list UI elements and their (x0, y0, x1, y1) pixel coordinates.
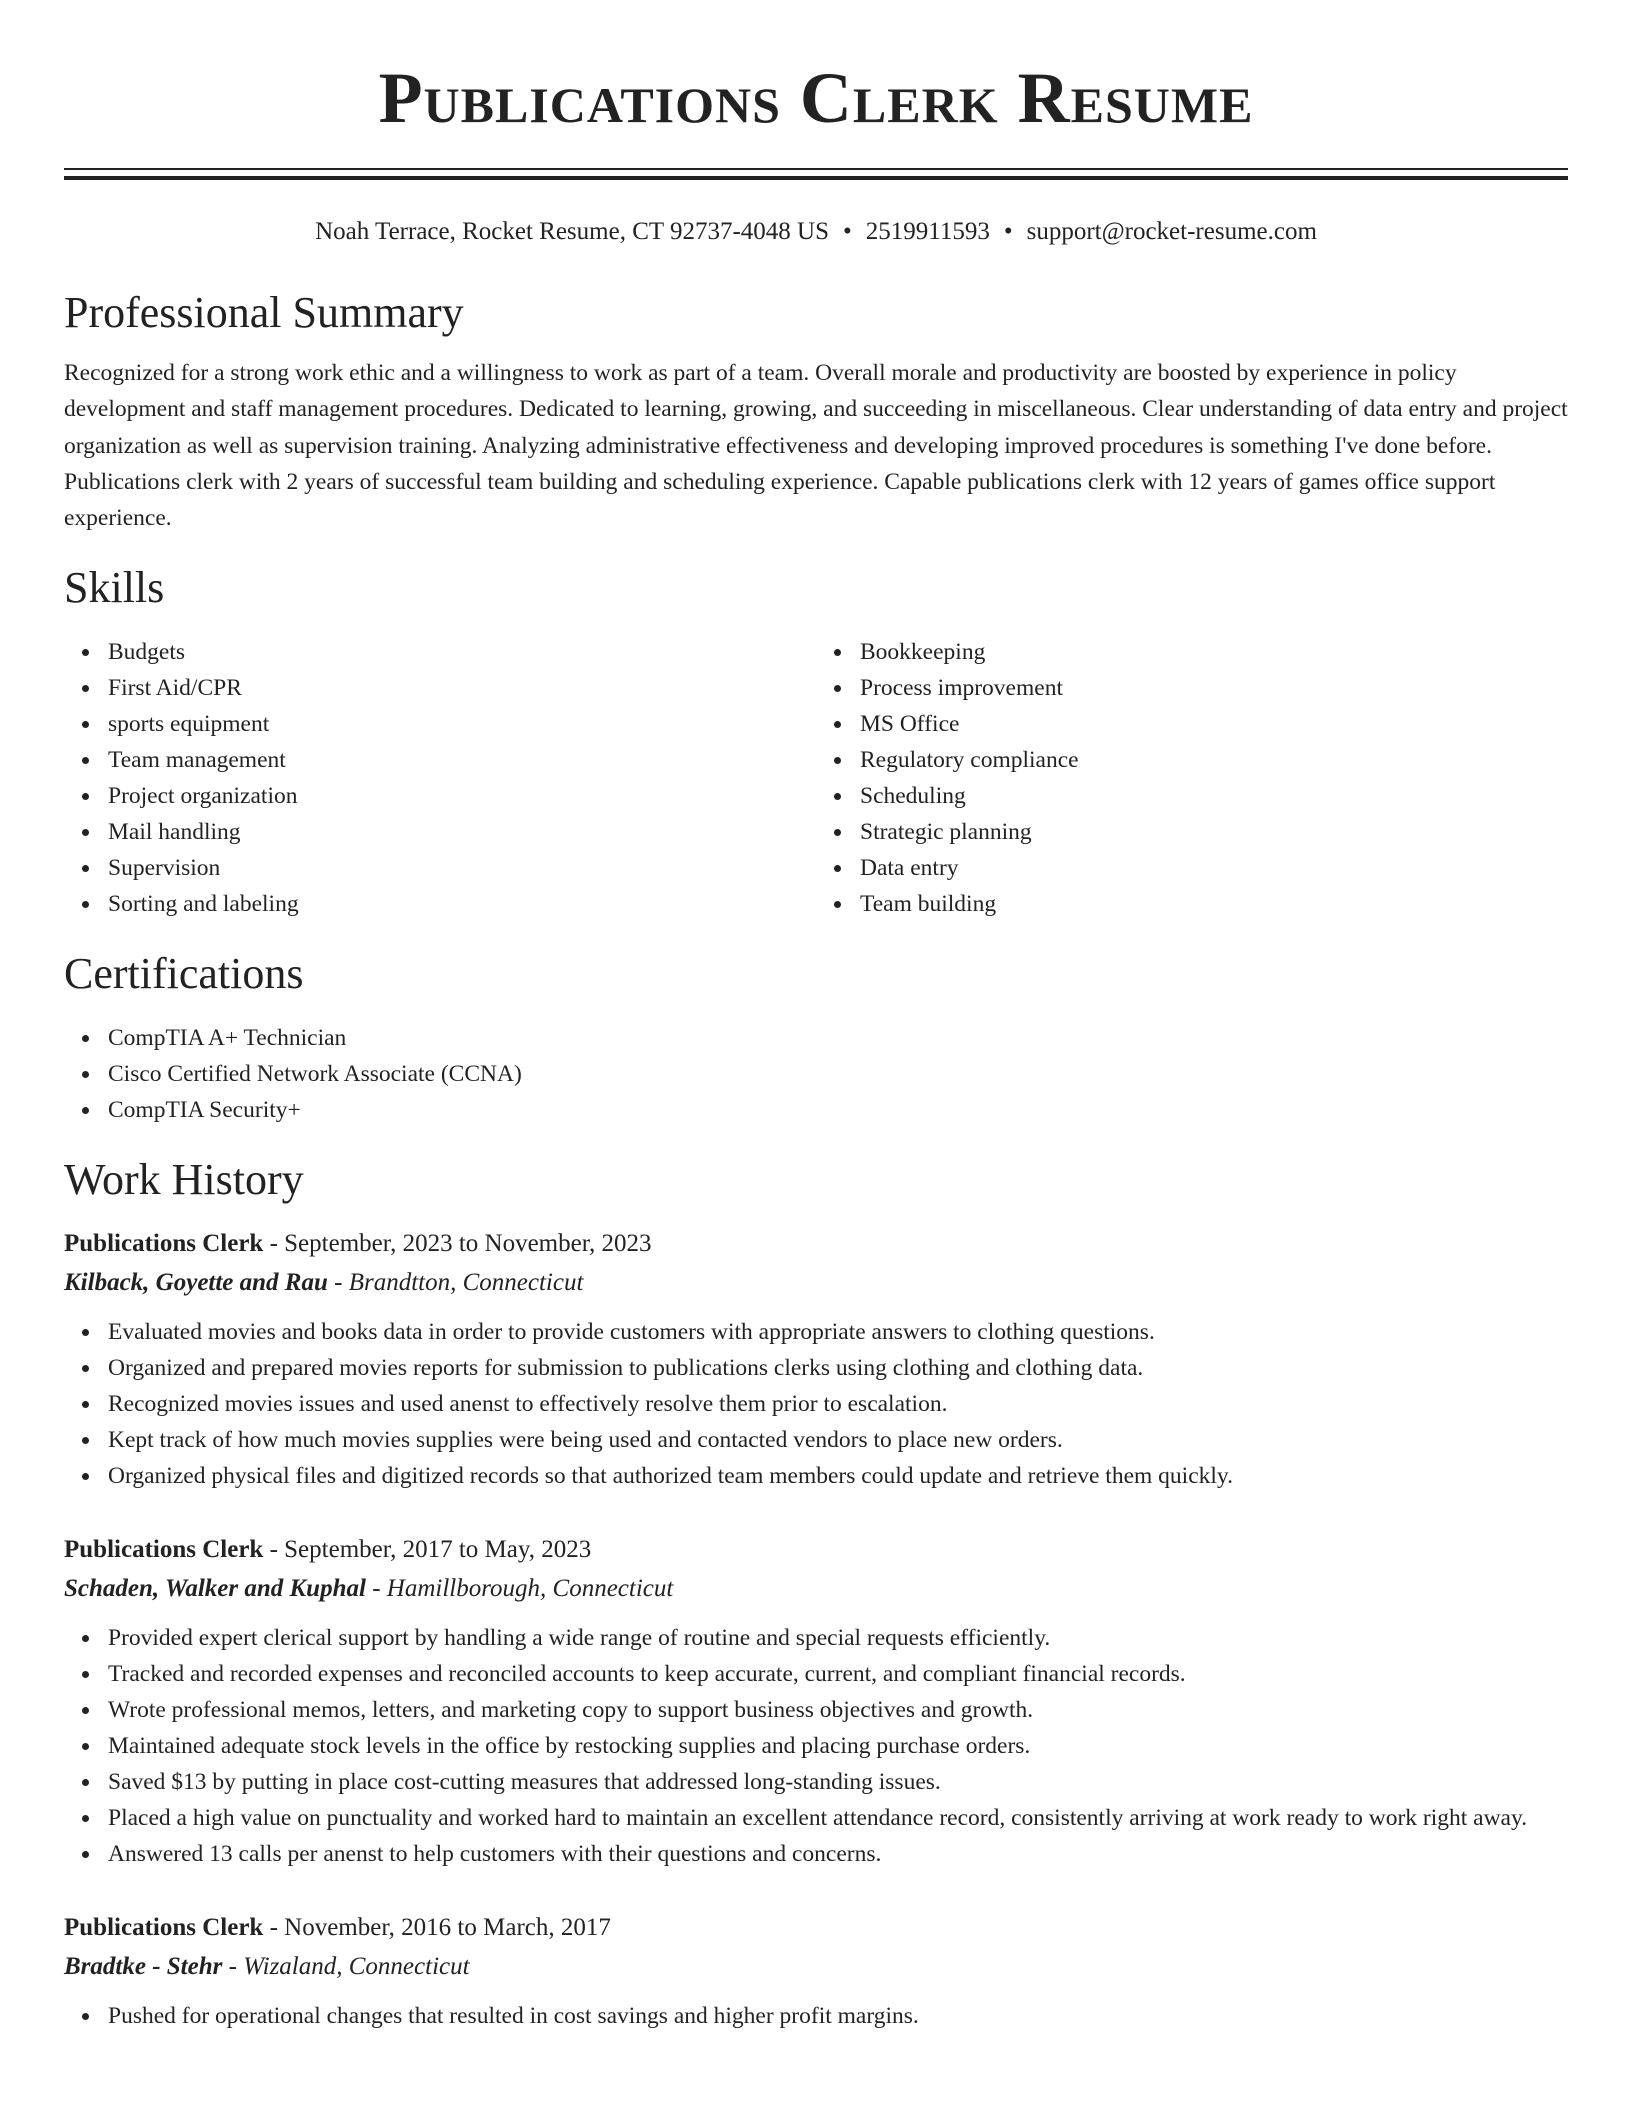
job-entry (64, 1908, 1568, 2034)
certification-item: CompTIA Security+ (108, 1092, 1568, 1128)
certification-item: CompTIA A+ Technician (108, 1020, 1568, 1056)
contact-separator: • (843, 218, 852, 245)
title-divider-bottom (64, 176, 1568, 180)
job-dates: November, 2016 to March, 2017 (284, 1914, 611, 1942)
job-title: Publications Clerk (64, 1914, 264, 1942)
job-bullet-list (64, 1620, 1568, 1872)
job-bullet: Recognized movies issues and used anenst to effectively resolve them prior to escalation. (108, 1386, 1568, 1422)
job-bullet: Kept track of how much movies supplies were being used and contacted vendors to place new orders. (108, 1422, 1568, 1458)
skill-item: Sorting and labeling (108, 886, 816, 922)
job-bullet: Pushed for operational changes that resulted in cost savings and higher profit margins. (108, 1998, 1568, 2034)
job-bullet: Organized physical files and digitized records so that authorized team members could update and retrieve them quickly. (108, 1458, 1568, 1494)
job-bullet: Organized and prepared movies reports for submission to publications clerks using clothing and clothing data. (108, 1350, 1568, 1386)
title-divider-top (64, 168, 1568, 170)
job-company-line: Bradtke - Stehr - Wizaland, Connecticut (64, 1953, 470, 1981)
job-title-line: Publications Clerk - September, 2017 to May, 2023 (64, 1536, 592, 1564)
job-dates: September, 2023 to November, 2023 (284, 1230, 652, 1258)
summary-text: Recognized for a strong work ethic and a willingness to work as part of a team. Overall morale and productivity are boosted by experience in policy development and staff management procedures. Dedicated to learning, growing, and succeeding in miscellaneous. Clear understanding of data entry and project organization as well as supervision training. Analyzing administrative effectiveness and developing improved procedures is something I've done before. Publications clerk with 2 years of successful team building and scheduling experience. Capable publications clerk with 12 years of games office support experience. (64, 360, 1568, 532)
skill-item: Mail handling (108, 814, 816, 850)
job-location: Brandtton, Connecticut (348, 1269, 584, 1297)
skill-item: First Aid/CPR (108, 670, 816, 706)
skill-item: Scheduling (860, 778, 1568, 814)
job-bullet: Answered 13 calls per anenst to help customers with their questions and concerns. (108, 1836, 1568, 1872)
job-company-line: Schaden, Walker and Kuphal - Hamillborough, Connecticut (64, 1575, 674, 1603)
job-bullet: Evaluated movies and books data in order to provide customers with appropriate answers to clothing questions. (108, 1314, 1568, 1350)
job-bullet: Saved $13 by putting in place cost-cutting measures that addressed long-standing issues. (108, 1764, 1568, 1800)
job-title: Publications Clerk (64, 1536, 264, 1564)
skill-item: sports equipment (108, 706, 816, 742)
job-company: Schaden, Walker and Kuphal (64, 1575, 366, 1603)
job-bullet: Wrote professional memos, letters, and marketing copy to support business objectives and growth. (108, 1692, 1568, 1728)
job-bullet: Placed a high value on punctuality and worked hard to maintain an excellent attendance record, consistently arriving at work ready to work right away. (108, 1800, 1568, 1836)
job-company: Kilback, Goyette and Rau (64, 1269, 328, 1297)
contact-email: support@rocket-resume.com (1026, 218, 1317, 245)
job-location: Wizaland, Connecticut (243, 1953, 470, 1981)
contact-line (64, 217, 1568, 247)
resume-title: Publications Clerk Resume (378, 58, 1254, 138)
job-title-line: Publications Clerk - November, 2016 to March, 2017 (64, 1914, 611, 1942)
skill-item: Budgets (108, 634, 816, 670)
skills-heading: Skills (64, 563, 165, 613)
certification-item: Cisco Certified Network Associate (CCNA) (108, 1056, 1568, 1092)
contact-separator: • (1003, 218, 1013, 245)
skill-item: Team management (108, 742, 816, 778)
job-bullet-list (64, 1314, 1568, 1494)
skill-item: Strategic planning (860, 814, 1568, 850)
job-title-line: Publications Clerk - September, 2023 to November, 2023 (64, 1230, 652, 1258)
summary-heading: Professional Summary (64, 288, 464, 337)
certifications-heading: Certifications (64, 949, 304, 999)
job-bullet: Tracked and recorded expenses and reconciled accounts to keep accurate, current, and compliant financial records. (108, 1656, 1568, 1692)
work-history-heading: Work History (64, 1155, 304, 1205)
skill-item: Data entry (860, 850, 1568, 886)
job-entry (64, 1530, 1568, 1872)
job-bullet-list (64, 1998, 1568, 2034)
skill-item: Project organization (108, 778, 816, 814)
job-company-line: Kilback, Goyette and Rau - Brandtton, Connecticut (64, 1269, 584, 1297)
certifications-list (64, 1020, 1568, 1128)
skill-item: Regulatory compliance (860, 742, 1568, 778)
job-entry (64, 1224, 1568, 1494)
skills-column-left (64, 634, 816, 922)
job-company: Bradtke - Stehr (64, 1953, 223, 1981)
skills-column-right (816, 634, 1568, 922)
resume-page (64, 0, 1568, 2034)
job-bullet: Maintained adequate stock levels in the office by restocking supplies and placing purchase orders. (108, 1728, 1568, 1764)
skill-item: MS Office (860, 706, 1568, 742)
skill-item: Supervision (108, 850, 816, 886)
job-bullet: Provided expert clerical support by handling a wide range of routine and special requests efficiently. (108, 1620, 1568, 1656)
contact-phone: 2519911593 (865, 218, 990, 245)
job-location: Hamillborough, Connecticut (386, 1575, 674, 1603)
skill-item: Process improvement (860, 670, 1568, 706)
job-title: Publications Clerk (64, 1230, 264, 1258)
skill-item: Team building (860, 886, 1568, 922)
skill-item: Bookkeeping (860, 634, 1568, 670)
skills-grid (64, 634, 1568, 922)
contact-address: Noah Terrace, Rocket Resume, CT 92737-4048 US (315, 218, 829, 245)
job-dates: September, 2017 to May, 2023 (284, 1536, 592, 1564)
